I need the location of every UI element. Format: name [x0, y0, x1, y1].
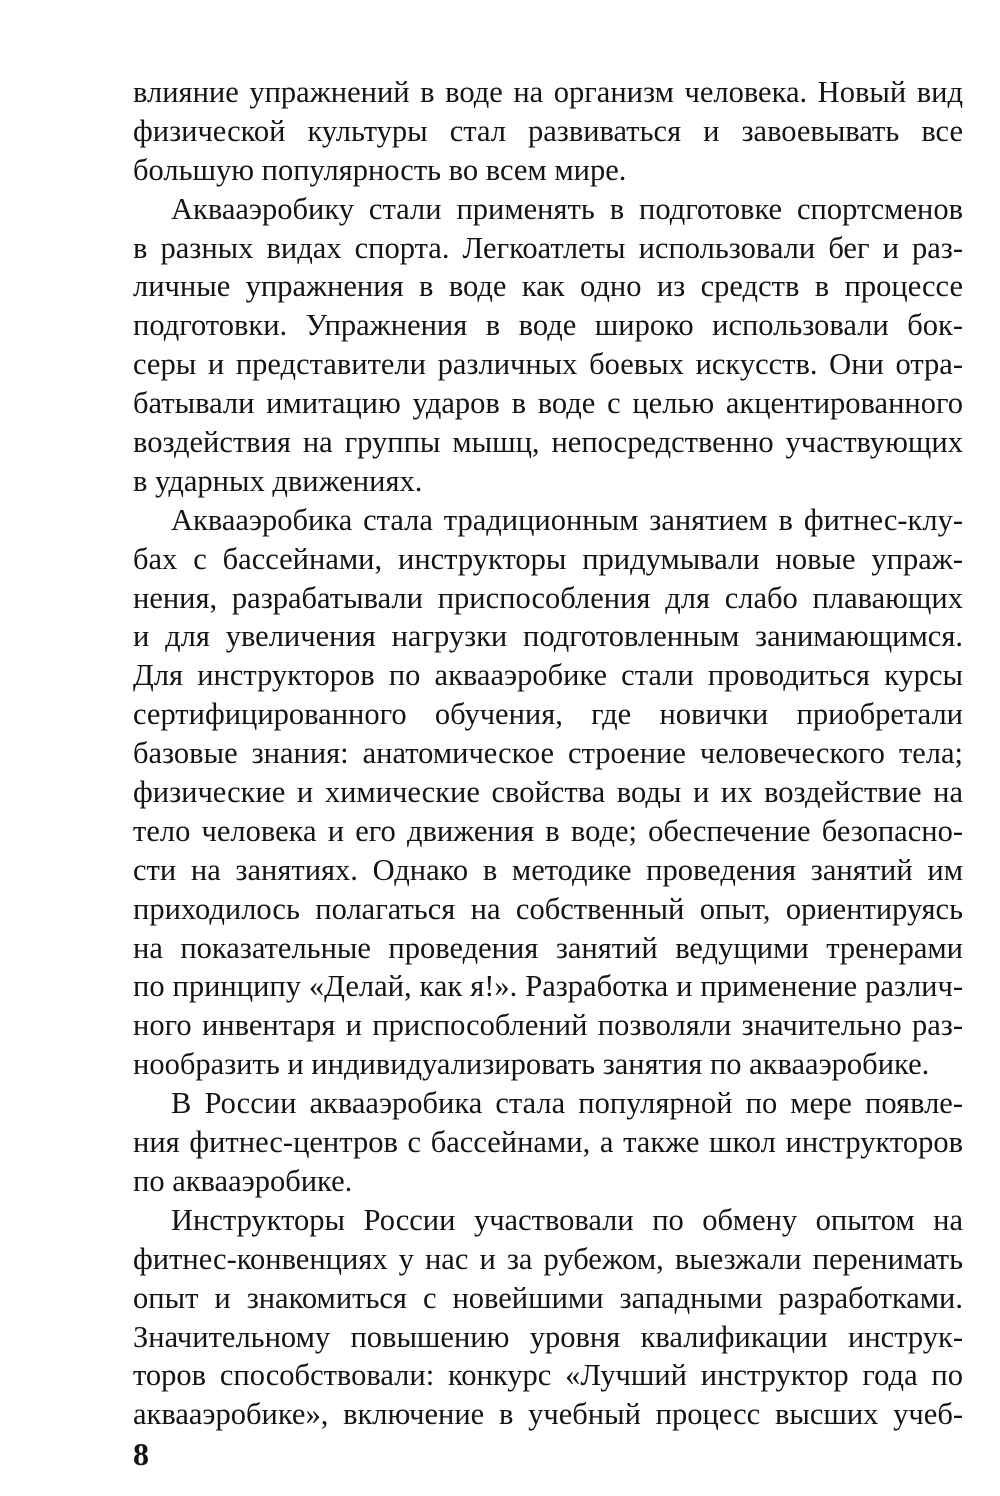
text-line: ного инвентаря и приспособлений позволяли значительно раз-: [133, 1008, 963, 1043]
text-line: воздействия на группы мышц, непосредственно участвующих: [133, 425, 963, 460]
text-line: опыт и знакомиться с новейшими западными разработками.: [133, 1280, 963, 1315]
text-line: Аквааэробику стали применять в подготовке спортсменов: [171, 191, 963, 226]
paragraph: [133, 190, 963, 501]
text-line: личные упражнения в воде как одно из средств в процессе: [133, 269, 963, 304]
text-line: в разных видах спорта. Легкоатлеты использовали бег и раз-: [133, 230, 963, 265]
text-line: бах с бассейнами, инструкторы придумывали новые упраж-: [133, 541, 963, 576]
paragraph: [133, 1201, 963, 1434]
text-line: ния фитнес-центров с бассейнами, а также школ инструкторов: [133, 1125, 963, 1160]
page-number: 8: [133, 1436, 149, 1472]
text-line: по принципу «Делай, как я!». Разработка и применение различ-: [133, 969, 963, 1004]
text-line: В России аквааэробика стала популярной по мере появле-: [171, 1086, 963, 1121]
text-line: торов способствовали: конкурс «Лучший инструктор года по: [133, 1358, 963, 1393]
text-line: по аквааэробике.: [133, 1163, 353, 1198]
text-line: на показательные проведения занятий ведущими тренерами: [133, 930, 963, 965]
text-line: сертифицированного обучения, где новички приобретали: [133, 697, 963, 732]
text-line: приходилось полагаться на собственный опыт, ориентируясь: [133, 891, 963, 926]
text-line: Инструкторы России участвовали по обмену опытом на: [171, 1202, 963, 1237]
text-line: сти на занятиях. Однако в методике проведения занятий им: [133, 852, 963, 887]
text-line: аквааэробике», включение в учебный процесс высших учеб-: [133, 1397, 963, 1432]
page-text: [133, 73, 963, 1434]
text-line: физические и химические свойства воды и их воздействие на: [133, 775, 963, 810]
text-line: в ударных движениях.: [133, 463, 423, 498]
paragraph: [133, 1084, 963, 1201]
text-line: влияние упражнений в воде на организм человека. Новый вид: [133, 75, 963, 109]
text-line: тело человека и его движения в воде; обеспечение безопасно-: [133, 813, 963, 848]
text-line: нения, разрабатывали приспособления для слабо плавающих: [133, 580, 963, 615]
text-line: базовые знания: анатомическое строение человеческого тела;: [133, 736, 963, 771]
text-line: подготовки. Упражнения в воде широко использовали бок-: [133, 308, 963, 343]
text-line: фитнес-конвенциях у нас и за рубежом, выезжали перенимать: [133, 1241, 963, 1276]
text-line: батывали имитацию ударов в воде с целью акцентированного: [133, 386, 963, 421]
text-line: Аквааэробика стала традиционным занятием в фитнес-клу-: [171, 502, 963, 537]
text-line: и для увеличения нагрузки подготовленным занимающимся.: [133, 619, 963, 654]
text-line: серы и представители различных боевых искусств. Они отра-: [133, 347, 963, 382]
text-line: Значительному повышению уровня квалификации инструк-: [133, 1319, 963, 1354]
paragraph: [133, 501, 963, 1084]
paragraph: [133, 73, 963, 190]
text-line: большую популярность во всем мире.: [133, 152, 627, 187]
text-line: нообразить и индивидуализировать занятия по аквааэробике.: [133, 1047, 930, 1082]
text-line: Для инструкторов по аквааэробике стали проводиться курсы: [133, 658, 963, 693]
text-line: физической культуры стал развиваться и завоевывать все: [133, 113, 963, 148]
